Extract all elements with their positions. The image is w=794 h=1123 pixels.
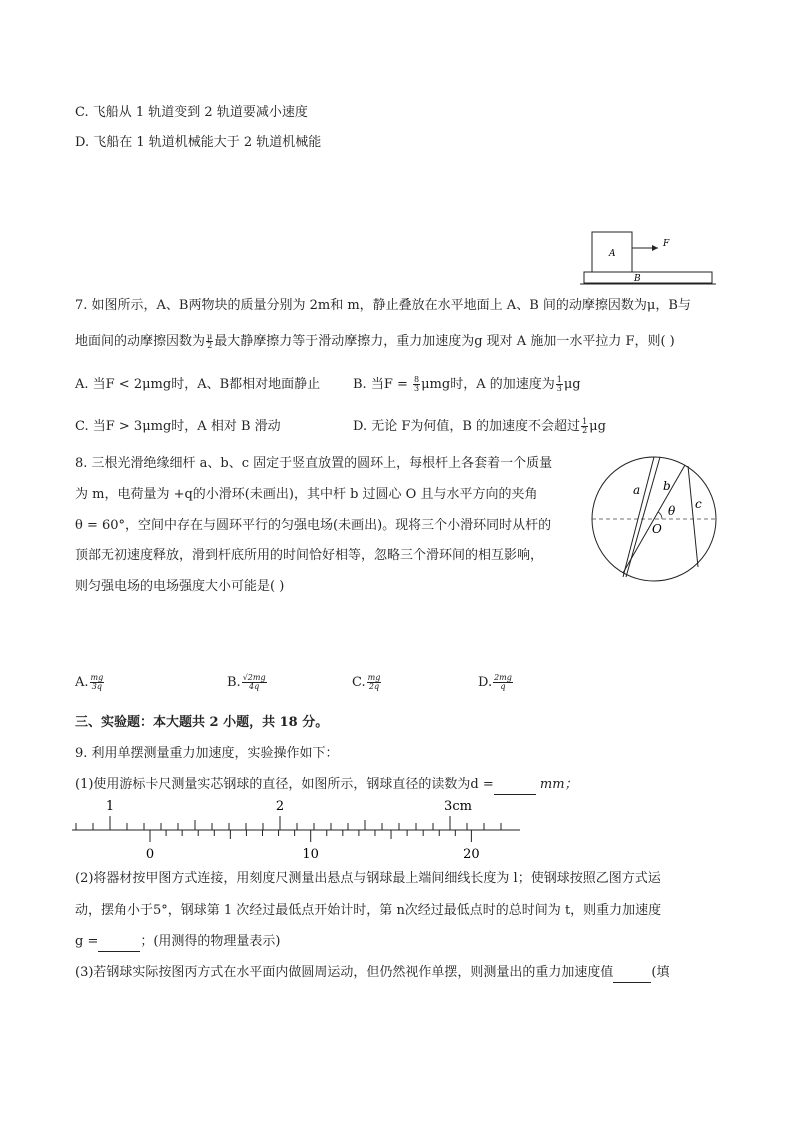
arrow-head — [652, 245, 658, 251]
vernier-scale-label: 20 — [463, 847, 480, 862]
q7-line2: 地面间的动摩擦因数为 $\frac{\mu}{2}$ 最大静摩擦力等于滑动摩擦力，重力加速度为g 现对 A 施加一水平拉力 F，则( ) — [75, 332, 675, 350]
vernier-scale-label: 10 — [302, 847, 319, 862]
label-a: a — [633, 483, 641, 497]
circle-figure — [588, 453, 720, 585]
block-b — [584, 272, 712, 283]
q8-line3: θ = 60°，空间中存在与圆环平行的匀强电场(未画出)。现将三个小滑环同时从杆的 — [75, 518, 552, 533]
force-label: F — [663, 239, 670, 249]
answer-blank-g[interactable] — [98, 933, 140, 952]
block-b-label: B — [634, 274, 641, 284]
rod-a-line1 — [623, 457, 654, 577]
q7-option-a: A. 当F < 2μmg时，A、B都相对地面静止 — [75, 377, 321, 392]
q6-option-d: D. 飞船在 1 轨道机械能大于 2 轨道机械能 — [75, 135, 322, 150]
vernier-caliper — [70, 796, 525, 866]
q9-part2-line2: 动，摆角小于5°，钢球第 1 次经过最低点开始计时，第 n次经过最低点时的总时间为 t，则重力加速度 — [75, 903, 662, 918]
label-theta: θ — [668, 504, 676, 518]
vernier-scale — [146, 830, 480, 862]
q8-line1: 8. 三根光滑绝缘细杆 a、b、c 固定于竖直放置的圆环上，每根杆上各套着一个质量 — [75, 456, 553, 471]
q8-option-b: B. $\frac{√2mg}{4q}$ — [227, 673, 266, 691]
q8-line2: 为 m，电荷量为 +q的小滑环(未画出)，其中杆 b 过圆心 O 且与水平方向的夹角 — [75, 487, 538, 502]
q7-option-d: D. 无论 F为何值，B 的加速度不会超过 $\frac{1}{2}$ μg — [353, 417, 606, 435]
q8-option-a: A. $\frac{mg}{3q}$ — [75, 673, 104, 691]
section-title: 三、实验题：本大题共 2 小题，共 18 分。 — [75, 715, 329, 730]
main-scale — [72, 799, 520, 830]
angle-arc — [658, 512, 662, 519]
q9-intro: 9. 利用单摆测量重力加速度，实验操作如下： — [75, 746, 339, 761]
q8-line5: 则匀强电场的电场强度大小可能是( ) — [75, 579, 285, 594]
main-scale-label: 2 — [275, 799, 285, 814]
q8-option-d: D. $\frac{2mg}{q}$ — [478, 673, 512, 691]
block-a-label: A — [609, 249, 616, 259]
answer-blank-compare[interactable] — [613, 964, 651, 983]
rod-c — [688, 466, 698, 567]
label-c: c — [695, 497, 702, 511]
answer-blank-d[interactable] — [494, 776, 536, 795]
main-scale-label: 3cm — [444, 799, 472, 814]
q6-option-c: C. 飞船从 1 轨道变到 2 轨道要减小速度 — [75, 105, 308, 120]
main-scale-label: 1 — [105, 799, 115, 814]
label-b: b — [663, 479, 671, 493]
q7-option-c: C. 当F > 3μmg时，A 相对 B 滑动 — [75, 419, 281, 434]
q9-part2-line3: g = ；(用测得的物理量表示) — [75, 933, 281, 952]
q7-option-b: B. 当F = $\frac{8}{3}$ μmg时，A 的加速度为 $\frac{1}{3}$ μg — [353, 375, 581, 393]
rod-b — [623, 465, 685, 573]
vernier-scale-label: 0 — [145, 847, 155, 862]
q7-line1: 7. 如图所示，A、B两物块的质量分别为 2m和 m，静止叠放在水平地面上 A、B 间的动摩擦因数为μ，B与 — [75, 298, 691, 313]
q9-part2-line1: (2)将器材按甲图方式连接，用刻度尺测量出悬点与钢球最上端间细线长度为 l；使钢球按照乙图方式运 — [75, 871, 661, 886]
q9-part3: (3)若钢球实际按图丙方式在水平面内做圆周运动，但仍然视作单摆，则测量出的重力加速度值 (填 — [75, 964, 670, 983]
q8-option-c: C. $\frac{mg}{2q}$ — [352, 673, 381, 691]
label-o: O — [652, 522, 662, 536]
q8-line4: 顶部无初速度释放，滑到杆底所用的时间恰好相等，忽略三个滑环间的相互影响， — [75, 548, 544, 563]
block-figure — [570, 226, 720, 288]
q9-part1: (1)使用游标卡尺测量实芯钢球的直径，如图所示，钢球直径的读数为d = mm； — [75, 776, 578, 795]
